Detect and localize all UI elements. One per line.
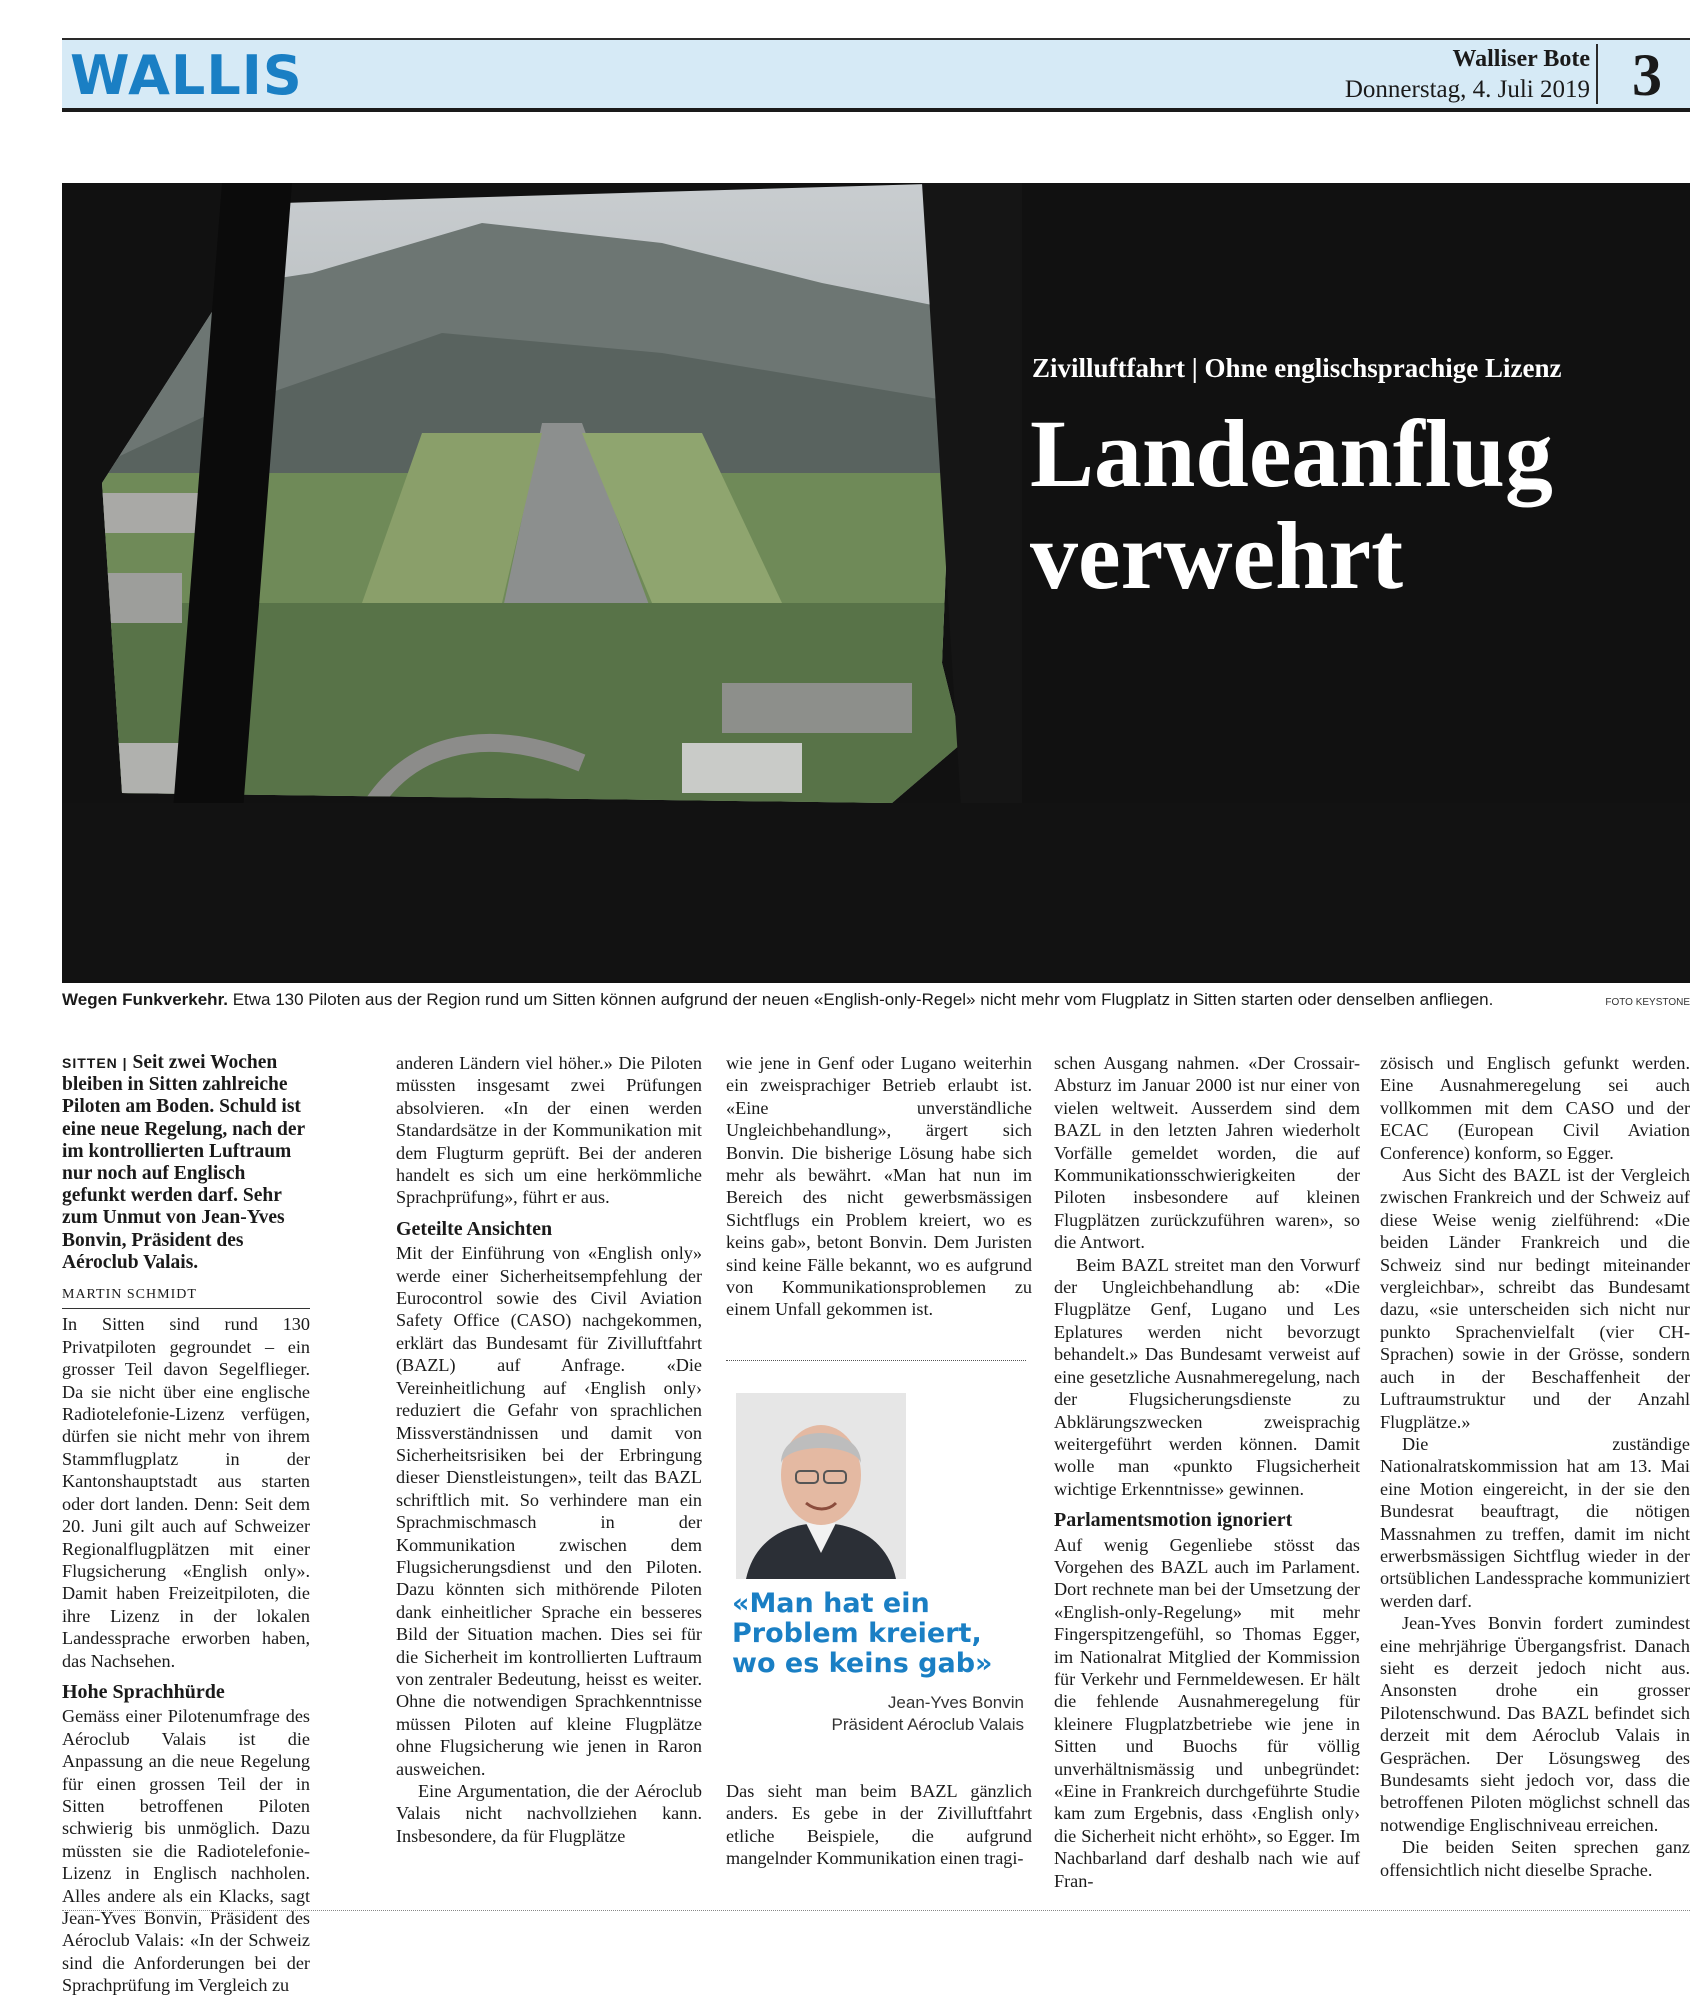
bottom-divider — [62, 1910, 1690, 1911]
publication-date: Donnerstag, 4. Juli 2019 — [1344, 76, 1590, 103]
caption-lead: Wegen Funkverkehr. — [62, 990, 228, 1009]
paragraph: Gemäss einer Pilotenumfrage des Aéroclub Valais ist die Anpassung an die neue Regelung für einen grossen Teil der in Sitten betroffenen Piloten schwierig bis unmöglich. Dazu müssten sie die Radiotelefonie-Lizenz in Englisch nachholen. Alles andere als ein Klacks, sagt Jean-Yves Bonvin, Präsident des Aéroclub Valais: «In der Schweiz sind die Anforderungen bei der Sprachprüfung im Vergleich zu — [62, 1706, 310, 1996]
caption-text: Etwa 130 Piloten aus der Region rund um Sitten können aufgrund der neuen «English-only-Regel» nicht mehr vom Flugplatz in Sitten starten oder denselben anfliegen. — [227, 990, 1494, 1009]
paragraph: zösisch und Englisch gefunkt werden. Eine Ausnahmeregelung sei auch vollkommen mit dem CASO und der ECAC (European Civil Aviation Conference) konform, so Egger. — [1380, 1053, 1690, 1163]
paragraph: In Sitten sind rund 130 Privatpiloten gegroundet – ein grosser Teil davon Segelflieger. Da sie nicht über eine englische Radiotelefonie-Lizenz verfügen, dürfen sie nicht mehr von ihrem Stammflugplatz in der Kantonshauptstadt aus starten oder dort landen. Denn: Seit dem 20. Juni gilt auch auf Schweizer Regionalflugplätzen mit einer Flugsicherung «English only». Damit haben Freizeitpiloten, die ihre Lizenz in der lokalen Landessprache erworben haben, das Nachsehen. — [62, 1314, 310, 1671]
paragraph: Jean-Yves Bonvin fordert zumindest eine mehrjährige Übergangsfrist. Danach sieht es derzeit jedoch nicht aus. Ansonsten drohe ein grosser Pilotenschwund. Das BAZL befindet sich derzeit mit dem Aéroclub Valais in Gesprächen. Der Lösungsweg des Bundesamts sieht jedoch vor, dass die betroffenen Piloten möglichst schnell das notwendige Englischniveau erreichen. — [1380, 1613, 1690, 1835]
headline-line-2: verwehrt — [1030, 502, 1404, 609]
paragraph: Beim BAZL streitet man den Vorwurf der Ungleichbehandlung ab: «Die Flugplätze Genf, Lugano und Les Eplatures werden nicht bevorzugt behandelt.» Das Bundesamt verweist auf eine gesetzliche Ausnahmeregelung, nach der Flugsicherungsdienste zu Abklärungszwecken zweisprachig weitergeführt werden können. Damit wolle man «punkto Flugsicherheit wichtige Erkenntnisse» gewinnen. — [1054, 1254, 1360, 1499]
paragraph: Auf wenig Gegenliebe stösst das Vorgehen des BAZL auch im Parlament. Dort rechnete man bei der Umsetzung der «English-only-Regelung» mit mehr Fingerspitzengefühl, so Thomas Egger, im Nationalrat Mitglied der Kommission für Verkehr und Fernmeldewesen. Er hält die fehlende Ausnahmeregelung für kleinere Flugplatzbetriebe wie jene in Sitten und Buochs für völlig unverhältnismässig und unbegründet: «Eine in Frankreich durchgeführte Studie kam zum Ergebnis, dass ‹English only› die Sicherheit nicht erhöht», so Egger. Im Nachbarland darf deshalb nach wie auf Fran- — [1054, 1534, 1360, 1891]
photo-caption — [62, 990, 1690, 1010]
header-divider — [1596, 44, 1598, 104]
quote-text — [732, 1589, 992, 1679]
byline: MARTIN SCHMIDT — [62, 1284, 310, 1309]
paragraph: Mit der Einführung von «English only» werde einer Sicherheitsempfehlung der Eurocontrol sowie des Civil Aviation Safety Office (CASO) nachgekommen, erklärt das Bundesamt für Zivilluftfahrt (BAZL) auf Anfrage. «Die Vereinheitlichung auf ‹English only› reduziert die Gefahr von sprachlichen Missverständnissen und damit von Sicherheitsrisiken bei der Erbringung dieser Dienstleistungen», teilt das BAZL schriftlich mit. So verhindere man ein Sprachmischmasch in der Kommunikation zwischen dem Flugsicherungsdienst und den Piloten. Dazu könnten sich mithörende Piloten dank einheitlicher Sprache ein besseres Bild der Situation machen. Dies sei für die Sicherheit im kontrollierten Luftraum von zentraler Bedeutung, heisst es weiter. Ohne die notwendigen Sprachkenntnisse müssen Piloten auf kleine Flugplätze ohne Flugsicherung wie jenen in Raron ausweichen. — [396, 1243, 702, 1779]
quote-line-3: wo es keins gab» — [732, 1648, 993, 1679]
paragraph: Aus Sicht des BAZL ist der Vergleich zwischen Frankreich und der Schweiz auf diese Weise wenig zielführend: «Die beiden Länder Frankreich und die Schweiz sind nur bedingt miteinander vergleichbar», schreibt das Bundesamt dazu, «sie unterscheiden sich nicht nur punkto Sprachenvielfalt (vier CH-Sprachen) sowie in der Grösse, sondern auch in der Beschaffenheit der Luftraumstruktur und der Anzahl Flugplätze.» — [1380, 1165, 1690, 1432]
portrait-illustration — [736, 1393, 906, 1579]
article-column-3-bottom — [726, 1780, 1032, 1870]
article-column-2 — [396, 1052, 702, 1847]
quote-author: Jean-Yves Bonvin — [887, 1693, 1024, 1712]
subheading: Hohe Sprachhürde — [62, 1680, 225, 1703]
subheading: Geteilte Ansichten — [396, 1217, 553, 1240]
section-title: WALLIS — [70, 44, 303, 107]
paragraph: Eine Argumentation, die der Aéroclub Valais nicht nachvollziehen kann. Insbesondere, da für Flugplätze — [396, 1781, 702, 1846]
page-number: 3 — [1632, 42, 1662, 108]
photo-credit: FOTO KEYSTONE — [1605, 997, 1690, 1008]
paragraph: schen Ausgang nahmen. «Der Crossair-Absturz im Januar 2000 ist nur einer von vielen weltweit. Ausserdem sind dem BAZL in den letzten Jahren wiederholt Vorfälle gemeldet worden, die auf Kommunikationsschwierigkeiten der Piloten insbesondere auf kleinen Flugplätzen zurückzuführen waren», so die Antwort. — [1054, 1053, 1360, 1253]
article-lead — [62, 1052, 310, 1274]
article-kicker: Zivilluftfahrt | Ohne englischsprachige Lizenz — [1032, 353, 1562, 383]
article-column-4 — [1054, 1052, 1360, 1892]
quote-line-1: «Man hat ein — [732, 1588, 930, 1619]
article-headline — [1030, 400, 1553, 609]
article-column-1 — [62, 1052, 310, 1997]
paragraph: Das sieht man beim BAZL gänzlich anders. Es gebe in der Zivilluftfahrt etliche Beispiele, die aufgrund mangelnder Kommunikation einen tragi- — [726, 1781, 1032, 1869]
paragraph: Die zuständige Nationalratskommission hat am 13. Mai eine Motion eingereicht, in der sie den Bundesrat beauftragt, die nötigen Massnahmen zu treffen, damit im nicht erwerbsmässigen Sichtflug wieder in der ortsüblichen Landessprache kommuniziert werden darf. — [1380, 1433, 1690, 1611]
quote-author-role: Präsident Aéroclub Valais — [831, 1715, 1024, 1734]
paragraph: wie jene in Genf oder Lugano weiterhin ein zweisprachiger Betrieb erlaubt ist. «Eine unverständliche Ungleichbehandlung», ärgert sich Bonvin. Die bisherige Lösung habe sich mehr als bewährt. «Man hat nun im Bereich des nicht gewerbsmässigen Sichtflugs ein Problem kreiert, wo es keins gab», betont Bonvin. Dem Juristen sind keine Fälle bekannt, wo es aufgrund von Kommunikationsproblemen zu einem Unfall gekommen ist. — [726, 1053, 1032, 1320]
dateline: SITTEN | — [62, 1055, 128, 1071]
article-column-5 — [1380, 1052, 1690, 1881]
hero-photo — [62, 183, 1690, 983]
portrait-photo — [736, 1393, 906, 1579]
subheading: Parlamentsmotion ignoriert — [1054, 1509, 1293, 1532]
pull-quote — [726, 1360, 1026, 1771]
quote-line-2: Problem kreiert, — [732, 1618, 982, 1649]
article-column-3 — [726, 1052, 1032, 1321]
page-header — [62, 38, 1690, 112]
paragraph: anderen Ländern viel höher.» Die Piloten müssten insgesamt zwei Prüfungen absolvieren. «In der einen werden Standardsätze in der Kommunikation mit dem Flugturm geprüft. Bei der anderen handelt es sich um eine herkömmliche Sprachprüfung», führt er aus. — [396, 1053, 702, 1208]
headline-line-1: Landeanflug — [1030, 400, 1553, 507]
paragraph: Die beiden Seiten sprechen ganz offensichtlich nicht dieselbe Sprache. — [1380, 1837, 1690, 1880]
lead-text: Seit zwei Wochen bleiben in Sitten zahlreiche Piloten am Boden. Schuld ist eine neue Regelung, nach der im kontrollierten Luftraum nur noch auf Englisch gefunkt werden darf. Sehr zum Unmut von Jean-Yves Bonvin, Präsident des Aéroclub Valais. — [62, 1052, 305, 1273]
paper-name: Walliser Bote — [1452, 46, 1590, 72]
